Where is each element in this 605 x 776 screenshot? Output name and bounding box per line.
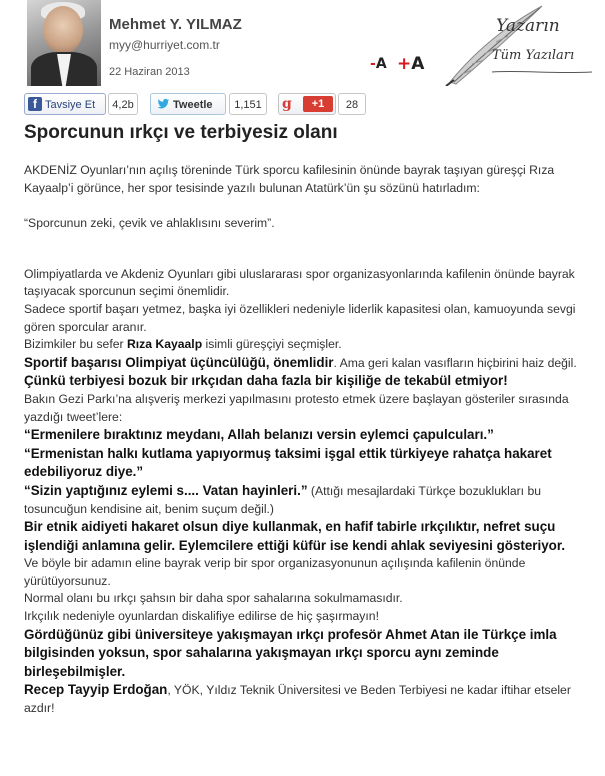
- facebook-count: 4,2b: [108, 93, 138, 115]
- article-body: [24, 162, 596, 718]
- google-plus-label: +1: [303, 96, 333, 112]
- paragraph: Bakın Gezi Parkı’na alışveriş merkezi yapılmasını protesto etmek üzere başlayan gösteriler sırasında yazdığı tweet’lere:: [24, 391, 569, 424]
- post-date: 22 Haziran 2013: [109, 66, 190, 78]
- decrease-font-button[interactable]: -A: [370, 56, 387, 72]
- paragraph: Gördüğünüz gibi üniversiteye yakışmayan ırkçı profesör Ahmet Atan ile Türkçe imla bilgisinden yoksun, spor sahalarına yakışmayan ırkçı sporcu aynı zeminde birleşebilmişler.: [24, 626, 557, 679]
- paragraph: Recep Tayyip Erdoğan, YÖK, Yıldız Teknik Üniversitesi ve Beden Terbiyesi ne kadar iftihar etseler azdır!: [24, 682, 571, 716]
- tweet-quote: “Sizin yaptığınız eylemi s.... Vatan hayinleri.” (Attığı mesajlardaki Türkçe bozuklukları bu tosuncuğun kendisine ait, benim suçum değil.): [24, 482, 541, 516]
- paragraph: Normal olanı bu ırkçı şahsın bir daha spor sahalarına sokulmamasıdır.: [24, 591, 403, 606]
- google-plus-one-button[interactable]: [278, 93, 336, 115]
- paragraph: Olimpiyatlarda ve Akdeniz Oyunları gibi uluslararası spor organizasyonlarında kafilenin önünde bayrak taşıyacak sporcunun seçimi önemlidir.: [24, 266, 575, 299]
- all-posts-line2: Tüm Yazıları: [492, 48, 575, 63]
- increase-font-button[interactable]: +A: [397, 54, 425, 74]
- tweet-button[interactable]: [150, 93, 226, 115]
- paragraph: Bizimkiler bu sefer Rıza Kayaalp isimli güreşçiyi seçmişler.: [24, 337, 342, 352]
- article-title: Sporcunun ırkçı ve terbiyesiz olanı: [24, 122, 338, 143]
- quote-paragraph: “Sporcunun zeki, çevik ve ahlaklısını severim”.: [24, 216, 275, 231]
- google-plus-count: 28: [338, 93, 366, 115]
- facebook-icon: f: [28, 97, 42, 111]
- author-name[interactable]: Mehmet Y. YILMAZ: [109, 16, 242, 33]
- paragraph: Bir etnik aidiyeti hakaret olsun diye kullanmak, en hafif tabirle ırkçılıktır, nefret suçu işlendiği anlamına gelir. Eylemcilere ettiği küfür ise kendi ahlak seviyesini gösteriyor.: [24, 519, 566, 553]
- paragraph: Sportif başarısı Olimpiyat üçüncülüğü, önemlidir. Ama geri kalan vasıfların hiçbirini haiz değil.: [24, 354, 577, 370]
- twitter-bird-icon: [156, 97, 170, 111]
- all-posts-link[interactable]: [432, 0, 602, 86]
- google-plus-icon: g: [282, 96, 292, 112]
- tweet-label: Tweetle: [173, 99, 213, 111]
- tweet-count: 1,151: [229, 93, 267, 115]
- tweet-quote: “Ermenistan halkı kutlama yapıyormuş taksimi işgal ettik türkiyeye rahatça hakaret edebiliyoruz diye.”: [24, 445, 552, 480]
- tweet-quote: “Ermenilere bıraktınız meydanı, Allah belanızı versin eylemci çapulcuları.”: [24, 427, 494, 443]
- facebook-label: Tavsiye Et: [45, 99, 96, 111]
- all-posts-line1: Yazarın: [496, 16, 560, 36]
- quill-pen-icon: [432, 0, 602, 86]
- paragraph: AKDENİZ Oyunları’nın açılış töreninde Türk sporcu kafilesinin önünde bayrak taşıyan güreşçi Rıza Kayaalp’i görünce, her spor tesisinde yazılı bulunan Atatürk’ün şu sözünü hatırladım:: [24, 163, 555, 195]
- author-photo[interactable]: [27, 0, 101, 86]
- paragraph: Ve böyle bir adamın eline bayrak verip bir spor organizasyonunun açılışında kafilenin önünde yürütüyorsunuz.: [24, 556, 526, 588]
- paragraph: Çünkü terbiyesi bozuk bir ırkçıdan daha fazla bir kişiliğe de tekabül etmiyor!: [24, 373, 508, 389]
- paragraph: Irkçılık nedeniyle oyunlardan diskalifiye edilirse de hiç şaşırmayın!: [24, 609, 379, 624]
- author-email[interactable]: myy@hurriyet.com.tr: [109, 38, 220, 52]
- paragraph: Sadece sportif başarı yetmez, başka iyi özellikleri nedeniyle liderlik kapasitesi olan, kamuoyunda sevgi gören sporcular aranır.: [24, 301, 576, 334]
- facebook-recommend-button[interactable]: [24, 93, 106, 115]
